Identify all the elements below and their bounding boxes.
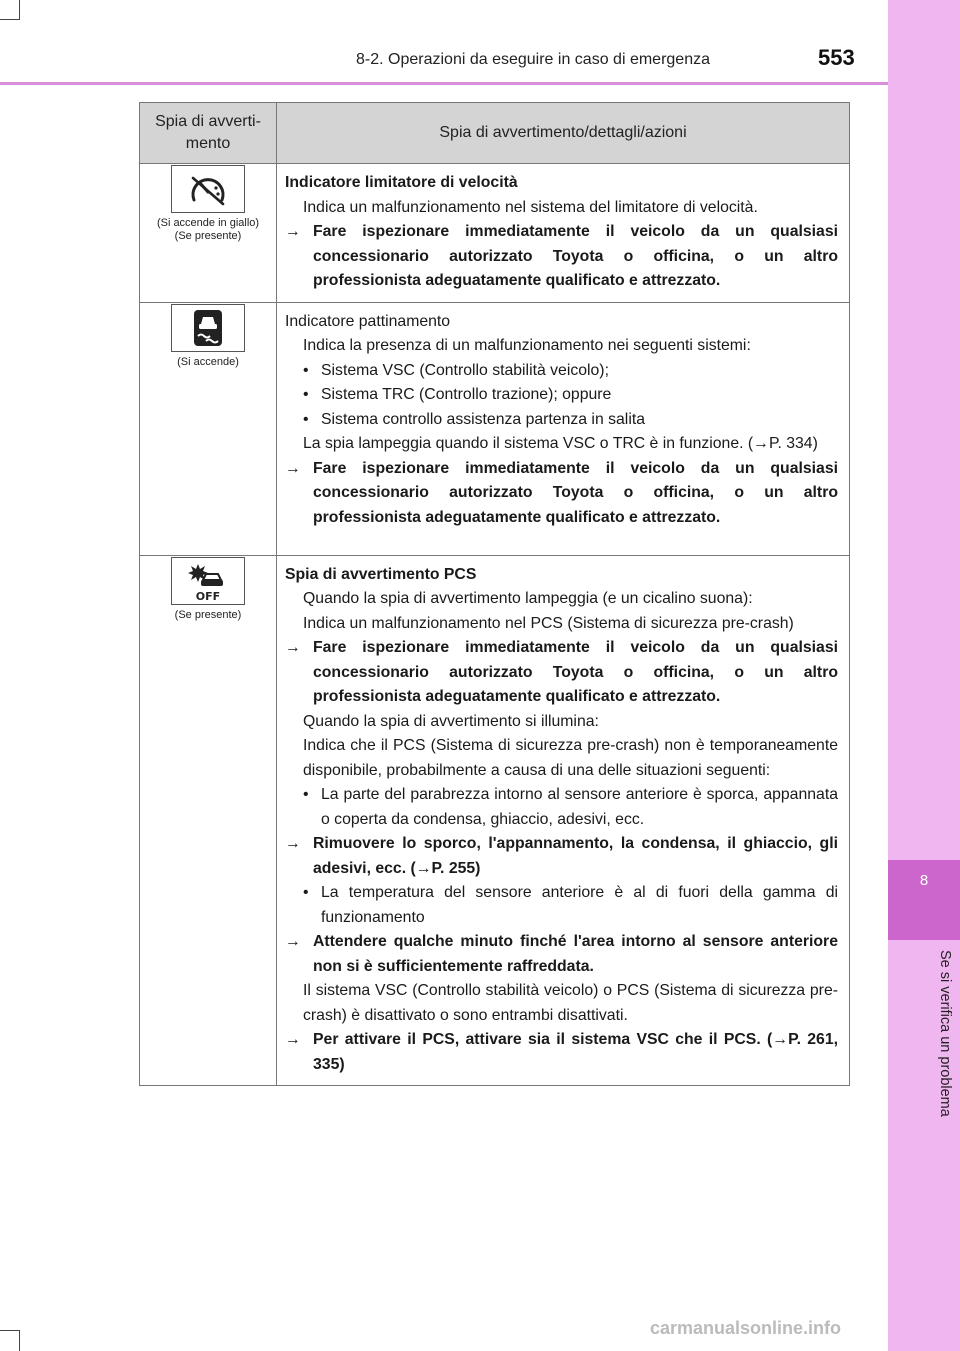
bullet-icon: • [303,786,309,803]
icon-caption: (Si accende) [177,355,239,368]
note: La spia lampeggia quando il sistema VSC o TRC è in funzione. (→P. 334) [303,435,818,452]
description: Quando la spia di avvertimento si illumina: [303,712,599,730]
bullet-icon: • [303,884,309,901]
icon-caption: (Se presente) [174,608,242,621]
section-title: 8-2. Operazioni da eseguire in caso di emergenza [356,51,710,68]
description: Il sistema VSC (Controllo stabilità veicolo) o PCS (Sistema di sicurezza pre-crash) è disattivato o sono entrambi disattivati. [303,982,838,1024]
arrow-icon: → [285,1031,301,1048]
pcs-off-icon [171,557,245,605]
description: Indica che il PCS (Sistema di sicurezza pre-crash) non è temporaneamente disponibile, probabilmente a causa di una delle situazioni seguenti: [303,737,838,779]
bullet-icon: • [303,361,309,379]
bullet-text: Sistema TRC (Controllo trazione); oppure [321,386,612,403]
icon-cell [140,164,277,303]
slip-indicator-icon [171,304,245,352]
arrow-icon: → [285,639,301,656]
crop-mark [0,1330,20,1331]
speed-limiter-icon [171,165,245,213]
header-rule [0,82,888,85]
table-row [140,555,850,1086]
bullet-text: La parte del parabrezza intorno al sensore anteriore è sporca, appannata o coperta da condensa, ghiaccio, adesivi, ecc. [321,786,838,828]
action-text: Rimuovere lo sporco, l'appannamento, la condensa, il ghiaccio, gli adesivi, ecc. (→P. 255) [313,835,838,877]
action-text: Fare ispezionare immediatamente il veicolo da un qualsiasi concessionario autorizzato Toyota o officina, o un altro professionista adeguatamente qualificato e attrezzato. [313,639,838,705]
table-row [140,164,850,303]
page-number: 553 [818,45,855,70]
details-cell [277,555,850,1086]
bullet-icon: • [303,410,309,428]
warning-lights-table [139,102,850,1086]
crop-mark [19,1330,20,1351]
description: Indica la presenza di un malfunzionamento nei seguenti sistemi: [303,337,751,354]
icon-caption: (Si accende in giallo) [156,217,260,229]
details-cell [277,302,850,555]
light-title: Indicatore pattinamento [285,312,451,330]
arrow-icon: → [285,223,301,240]
column-header-light: Spia di avverti- mento [140,103,277,164]
arrow-icon: → [285,933,301,950]
crop-mark [19,0,20,20]
light-title: Spia di avvertimento PCS [285,565,477,583]
bullet-icon: • [303,386,309,403]
action-text: Fare ispezionare immediatamente il veicolo da un qualsiasi concessionario autorizzato Toyota o officina, o un altro professionista adeguatamente qualificato e attrezzato. [313,459,838,526]
icon-caption: (Se presente) [174,230,242,242]
details-cell [277,164,850,303]
icon-off-label: OFF [195,589,221,602]
table-row [140,302,850,555]
icon-cell [140,555,277,1086]
light-title: Indicatore limitatore di velocità [285,174,518,191]
arrow-icon: → [285,835,301,852]
chapter-number: 8 [919,872,929,889]
bullet-text: La temperatura del sensore anteriore è al di fuori della gamma di funzionamento [321,884,838,926]
column-header-details: Spia di avvertimento/dettagli/azioni [277,103,850,164]
action-text: Per attivare il PCS, attivare sia il sistema VSC che il PCS. (→P. 261, 335) [313,1031,838,1073]
action-text: Attendere qualche minuto finché l'area intorno al sensore anteriore non si è sufficientemente raffreddata. [313,933,838,975]
arrow-icon: → [285,459,301,477]
action-text: Fare ispezionare immediatamente il veicolo da un qualsiasi concessionario autorizzato Toyota o officina, o un altro professionista adeguatamente qualificato e attrezzato. [313,223,838,289]
table-header-row [140,103,850,164]
description: Indica un malfunzionamento nel PCS (Sistema di sicurezza pre-crash) [303,614,794,632]
watermark: carmanualsonline.info [650,1318,842,1338]
description: Indica un malfunzionamento nel sistema del limitatore di velocità. [303,198,758,216]
description: Quando la spia di avvertimento lampeggia (e un cicalino suona): [303,590,753,607]
bullet-text: Sistema controllo assistenza partenza in salita [321,410,645,428]
bullet-text: Sistema VSC (Controllo stabilità veicolo); [321,361,609,379]
crop-mark [0,19,20,20]
chapter-title: Se si verifica un problema [937,950,953,1117]
icon-cell [140,302,277,555]
